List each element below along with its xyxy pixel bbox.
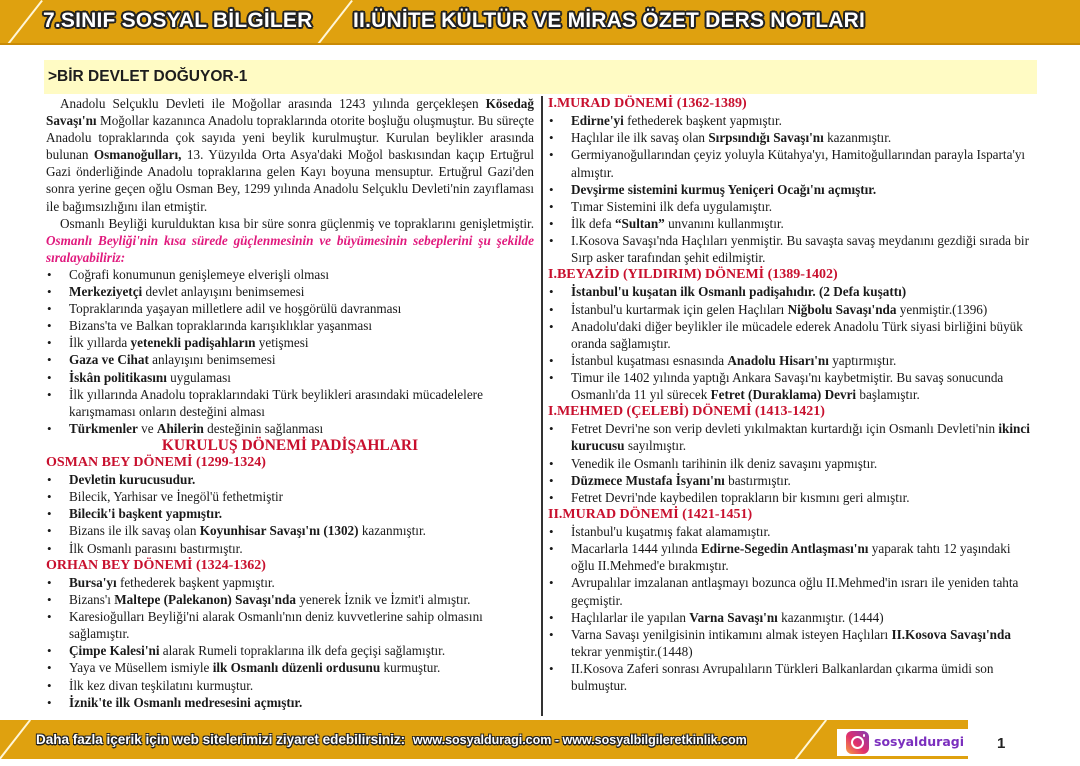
emphasis-question: Osmanlı Beyliği'nin kısa sürede güçlenmesinin ve büyümesinin sebeplerini şu şekilde sıralayabiliriz: xyxy=(46,232,534,265)
list-item xyxy=(548,574,1036,608)
text: Avrupalılar imzalanan antlaşmayı bozunca oğlu II.Mehmed'in ısrarı ile yeniden tahta geçmiştir. xyxy=(571,575,1019,608)
list-item xyxy=(46,694,534,711)
text: sayılmıştır. xyxy=(624,438,687,454)
text: Germiyanoğullarından çeyiz yoluyla Kütahya'yı, Hamitoğullarından parayla Isparta'yı almıştır. xyxy=(571,147,1026,180)
list-item xyxy=(548,318,1036,352)
bold-term: Maltepe (Palekanon) Savaşı'nda xyxy=(114,592,296,608)
text: Fetret Devri'ne son verip devleti yıkılmaktan kurtardığı için Osmanlı Devleti'nin xyxy=(571,421,999,437)
bold-term: İstanbul'u kuşatan ilk Osmanlı padişahıdır. (2 Defa kuşattı) xyxy=(571,284,907,300)
banner-slash-decoration xyxy=(0,720,31,759)
list-item xyxy=(46,283,534,300)
list-item xyxy=(548,540,1036,574)
list-item xyxy=(548,215,1036,232)
murad-1-heading: I.MURAD DÖNEMİ (1362-1389) xyxy=(548,96,747,111)
list-item xyxy=(46,540,534,557)
text: İstanbul'u kuşatmış fakat alamamıştır. xyxy=(571,524,771,540)
bold-term: Merkeziyetçi xyxy=(69,284,143,300)
text: kurmuştur. xyxy=(380,660,441,676)
bold-term: Devşirme sistemini kurmuş Yeniçeri Ocağı'nı açmıştır. xyxy=(571,181,877,197)
text: Timur ile 1402 yılında yaptığı Ankara Savaşı'nı kaybetmiştir. Bu savaş sonucunda Osmanlı'da 11 yıl sürecek xyxy=(571,369,1004,402)
list-item xyxy=(46,574,534,591)
text: Karesioğulları Beyliği'ni alarak Osmanlı'nın deniz kuvvetlerine sahip olmasını sağlamıştır. xyxy=(69,609,483,642)
list-item xyxy=(46,608,534,642)
text: yaparak tahtı 12 yaşındaki oğlu II.Mehmed'e bırakmıştır. xyxy=(571,541,1011,574)
text: Coğrafi konumunun genişlemeye elverişli olması xyxy=(69,266,330,282)
list-item xyxy=(46,300,534,317)
text: alarak Rumeli topraklarına ilk defa geçişi sağlamıştır. xyxy=(159,643,446,659)
text: Venedik ile Osmanlı tarihinin ilk deniz savaşını yapmıştır. xyxy=(571,455,878,471)
list-item xyxy=(548,660,1036,694)
text: başlamıştır. xyxy=(856,387,920,402)
list-item xyxy=(548,626,1036,660)
list-item xyxy=(548,198,1036,215)
list-item xyxy=(548,472,1036,489)
text: Haçlılar ile ilk savaş olan xyxy=(571,130,709,146)
list-item xyxy=(46,591,534,608)
text: desteğinin sağlanması xyxy=(203,420,324,436)
text: I.Kosova Savaşı'nda Haçlıları yenmiştir. Bu savaşta savaş meydanını gezdiği sırada bir Sırp asker tarafından şehit edilmiştir. xyxy=(571,232,1029,266)
bold-term: Sırpsındığı Savaşı'nı xyxy=(708,130,824,146)
mehmed-1-list xyxy=(548,420,1036,505)
text: devlet anlayışını benimsemesi xyxy=(142,284,305,300)
text: kazanmıştır. (1444) xyxy=(777,609,884,625)
text: kazanmıştır. xyxy=(358,523,426,539)
instagram-icon xyxy=(846,731,869,754)
intro-paragraph xyxy=(46,95,534,215)
list-item xyxy=(46,317,534,334)
founding-period-heading: KURULUŞ DÖNEMİ PADİŞAHLARI xyxy=(161,436,419,454)
list-item xyxy=(548,146,1036,180)
murad-2-heading: II.MURAD DÖNEMİ (1421-1451) xyxy=(548,506,753,522)
bold-term: İskân politikasını xyxy=(69,369,167,385)
text: yenmiştir.(1396) xyxy=(896,301,988,317)
text: Osmanlı Beyliği kurulduktan kısa bir süre sonra güçlenmiş ve topraklarını genişletmiştir. xyxy=(60,215,534,231)
bold-term: Türkmenler xyxy=(69,420,138,436)
text: II.Kosova Zaferi sonrası Avrupalıların Türkleri Balkanlardan çıkarma ümidi son bulmuştur. xyxy=(571,660,994,693)
list-item xyxy=(548,609,1036,626)
list-item xyxy=(548,301,1036,318)
bold-term: Düzmece Mustafa İsyanı'nı xyxy=(571,472,725,488)
bold-term: Edirne-Segedin Antlaşması'nı xyxy=(701,541,869,557)
text: İlk Osmanlı parasını bastırmıştır. xyxy=(69,540,243,556)
list-item xyxy=(548,455,1036,472)
list-item xyxy=(46,471,534,488)
bold-term: Osmanoğulları, xyxy=(93,147,182,163)
osman-bey-list xyxy=(46,471,534,556)
text: Bizans'ta ve Balkan topraklarında karışıklıklar yaşanması xyxy=(69,318,373,334)
orhan-bey-list xyxy=(46,574,534,711)
bold-term: ikinci kurucusu xyxy=(571,421,1030,454)
text: İlk defa xyxy=(571,215,615,231)
beyazid-heading: I.BEYAZİD (YILDIRIM) DÖNEMİ (1389-1402) xyxy=(548,267,838,283)
left-column xyxy=(46,95,534,711)
list-item xyxy=(548,232,1036,266)
footer-message: Daha fazla içerik için web sitelerimizi ziyaret edebilirsiniz: xyxy=(36,732,406,747)
bold-term: Anadolu Hisarı'nı xyxy=(727,352,829,368)
text: fethederek başkent yapmıştır. xyxy=(116,574,275,590)
list-item xyxy=(46,420,534,437)
bold-term: yetenekli padişahların xyxy=(130,335,256,351)
banner-slash-decoration xyxy=(313,0,353,45)
unit-title: II.ÜNİTE KÜLTÜR VE MİRAS ÖZET DERS NOTLARI xyxy=(353,9,866,32)
page-number: 1 xyxy=(997,735,1006,752)
banner-slash-decoration xyxy=(3,0,43,45)
section-title: >BİR DEVLET DOĞUYOR-1 xyxy=(48,68,248,85)
text: İlk kez divan teşkilatını kurmuştur. xyxy=(69,677,254,693)
right-column xyxy=(548,95,1036,694)
text: yenerek İznik ve İzmit'i almıştır. xyxy=(295,592,471,608)
list-item xyxy=(46,266,534,283)
text: Yaya ve Müsellem ismiyle xyxy=(69,660,213,676)
list-item xyxy=(46,659,534,676)
list-item xyxy=(46,488,534,505)
text: İstanbul kuşatması esnasında xyxy=(571,352,728,368)
text: unvanını kullanmıştır. xyxy=(664,215,784,231)
instagram-badge[interactable] xyxy=(837,729,968,756)
list-item xyxy=(548,129,1036,146)
text: İlk yıllarında Anadolu topraklarındaki Türk beylikleri arasındaki mücadelelere karışmaması onların desteğini alması xyxy=(69,386,483,419)
text: Fetret Devri'nde kaybedilen toprakların bir kısmını geri almıştır. xyxy=(571,489,910,505)
list-item xyxy=(548,369,1036,403)
column-divider xyxy=(541,96,543,716)
section-title-bar xyxy=(44,60,1037,94)
text: Tımar Sistemini ilk defa uygulamıştır. xyxy=(571,198,773,214)
bold-term: Bursa'yı xyxy=(69,574,117,590)
text: yetişmesi xyxy=(255,335,309,351)
bold-term: Edirne'yi xyxy=(571,113,624,129)
text: Varna Savaşı yenilgisinin intikamını almak isteyen Haçlıları xyxy=(571,626,892,642)
banner-slash-decoration xyxy=(791,720,827,759)
text: tekrar yenmiştir.(1448) xyxy=(571,643,693,659)
bold-term: Bilecik'i başkent yapmıştır. xyxy=(69,506,223,522)
bold-term: II.Kosova Savaşı'nda xyxy=(891,626,1011,642)
bold-term: Niğbolu Savaşı'nda xyxy=(787,301,897,317)
text: Haçlılarlar ile yapılan xyxy=(571,609,690,625)
bold-term: Koyunhisar Savaşı'nı (1302) xyxy=(199,523,359,539)
bold-term: Devletin kurucusudur. xyxy=(69,472,196,488)
footer-text xyxy=(36,732,747,747)
bold-term: “Sultan” xyxy=(614,215,665,231)
text: Bilecik, Yarhisar ve İnegöl'ü fethetmiştir xyxy=(69,489,284,505)
text: İstanbul'u kurtarmak için gelen Haçlıları xyxy=(571,301,788,317)
subject-title: 7.SINIF SOSYAL BİLGİLER xyxy=(43,9,313,32)
footer-banner xyxy=(0,720,968,759)
orhan-bey-heading: ORHAN BEY DÖNEMİ (1324-1362) xyxy=(46,557,266,573)
text: Anadolu Selçuklu Devleti ile Moğollar arasında 1243 yılında gerçekleşen xyxy=(60,96,486,111)
list-item xyxy=(548,112,1036,129)
bold-term: Ahilerin xyxy=(156,420,204,436)
text: Bizans'ı xyxy=(69,592,115,608)
list-item xyxy=(548,283,1036,300)
text: anlayışını benimsemesi xyxy=(148,352,276,368)
mehmed-1-heading: I.MEHMED (ÇELEBİ) DÖNEMİ (1413-1421) xyxy=(548,404,825,420)
website-links[interactable]: www.sosyalduragi.com - www.sosyalbilgileretkinlik.com xyxy=(412,733,747,747)
header-banner xyxy=(0,0,1080,45)
reasons-list xyxy=(46,266,534,437)
beyazid-list xyxy=(548,283,1036,403)
list-item xyxy=(46,677,534,694)
list-item xyxy=(46,642,534,659)
growth-paragraph xyxy=(46,215,534,266)
bold-term: Çimpe Kalesi'ni xyxy=(69,643,160,659)
text: bastırmıştır. xyxy=(724,472,791,488)
text: Topraklarında yaşayan milletlere adil ve hoşgörülü davranması xyxy=(69,301,402,317)
list-item xyxy=(548,420,1036,454)
text: Anadolu'daki diğer beylikler ile mücadele ederek Anadolu Türk siyasi birliğini büyük oranda sağlamıştır. xyxy=(571,318,1023,351)
list-item xyxy=(548,523,1036,540)
text: kazanmıştır. xyxy=(823,130,892,146)
bold-term: Varna Savaşı'nı xyxy=(689,609,778,625)
text: Bizans ile ilk savaş olan xyxy=(69,523,200,539)
list-item xyxy=(46,351,534,368)
text: Macarlarla 1444 yılında xyxy=(571,541,701,557)
list-item xyxy=(548,352,1036,369)
text: ve xyxy=(137,420,157,436)
text: Moğollar kazanınca Anadolu topraklarında otorite boşluğu oluşmuştur. Bu süreçte Anadolu topraklarında çok sayıda yeni beylik kurulmuştur. Kurulan beylikler arasında bulunan xyxy=(46,113,534,163)
bold-term: ilk Osmanlı düzenli ordusunu xyxy=(212,660,381,676)
bold-term: Gaza ve Cihat xyxy=(69,352,149,368)
murad-2-list xyxy=(548,523,1036,694)
list-item xyxy=(548,181,1036,198)
list-item xyxy=(46,369,534,386)
text: yaptırmıştır. xyxy=(828,352,897,368)
list-item xyxy=(548,489,1036,506)
list-item xyxy=(46,505,534,522)
text: fethederek başkent yapmıştır. xyxy=(623,113,782,129)
text: uygulaması xyxy=(166,369,231,385)
bold-term: İznik'te ilk Osmanlı medresesini açmıştır. xyxy=(69,694,303,710)
list-item xyxy=(46,386,534,420)
text: İlk yıllarda xyxy=(69,335,131,351)
bold-term: Kösedağ Savaşı'nı xyxy=(46,96,534,129)
list-item xyxy=(46,334,534,351)
list-item xyxy=(46,522,534,539)
bold-term: Fetret (Duraklama) Devri xyxy=(710,387,857,402)
instagram-handle: sosyalduragi xyxy=(874,734,965,749)
text: 13. Yüzyılda Orta Asya'daki Moğol baskısından kaçıp Ertuğrul Gazi önderliğinde Anadolu topraklarına gelen Kayı boyuna mensuptur. Ertuğrul Gazi'den sonra yerine geçen oğlu Osman Bey, 1299 yılında Anadolu Selçuklu Devleti'nin zayıflaması ile bağımsızlığını ilan etmiştir. xyxy=(46,147,534,214)
murad-1-list xyxy=(548,112,1036,266)
osman-bey-heading: OSMAN BEY DÖNEMİ (1299-1324) xyxy=(46,454,266,470)
